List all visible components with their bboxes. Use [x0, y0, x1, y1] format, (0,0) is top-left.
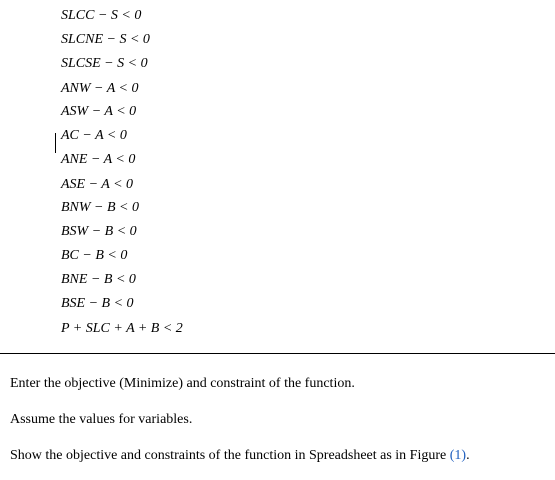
figure-reference-link[interactable]: (1)	[449, 448, 467, 463]
instruction-spreadsheet-text: Show the objective and constraints of the function in Spreadsheet as in Figure	[10, 448, 450, 463]
constraint-asw: ASW − A < 0	[61, 104, 137, 119]
instruction-assume: Assume the values for variables.	[10, 412, 193, 427]
constraint-bc: BC − B < 0	[61, 248, 128, 263]
constraint-slcse: SLCSE − S < 0	[61, 56, 148, 71]
constraint-bse: BSE − B < 0	[61, 296, 134, 311]
instruction-objective: Enter the objective (Minimize) and constraint of the function.	[10, 376, 355, 391]
section-divider	[0, 353, 555, 354]
text-cursor	[55, 133, 56, 153]
constraint-bne: BNE − B < 0	[61, 272, 136, 287]
instruction-spreadsheet-end: .	[466, 448, 470, 463]
constraint-ane: ANE − A < 0	[61, 152, 136, 167]
constraint-bsw: BSW − B < 0	[61, 224, 137, 239]
instruction-spreadsheet	[10, 448, 470, 464]
constraint-anw: ANW − A < 0	[61, 81, 139, 96]
constraint-bnw: BNW − B < 0	[61, 200, 139, 215]
constraint-slcc: SLCC − S < 0	[61, 8, 142, 23]
constraint-total: P + SLC + A + B < 2	[61, 321, 183, 336]
constraint-slcne: SLCNE − S < 0	[61, 32, 150, 47]
constraint-ase: ASE − A < 0	[61, 177, 134, 192]
constraint-ac: AC − A < 0	[61, 128, 127, 143]
